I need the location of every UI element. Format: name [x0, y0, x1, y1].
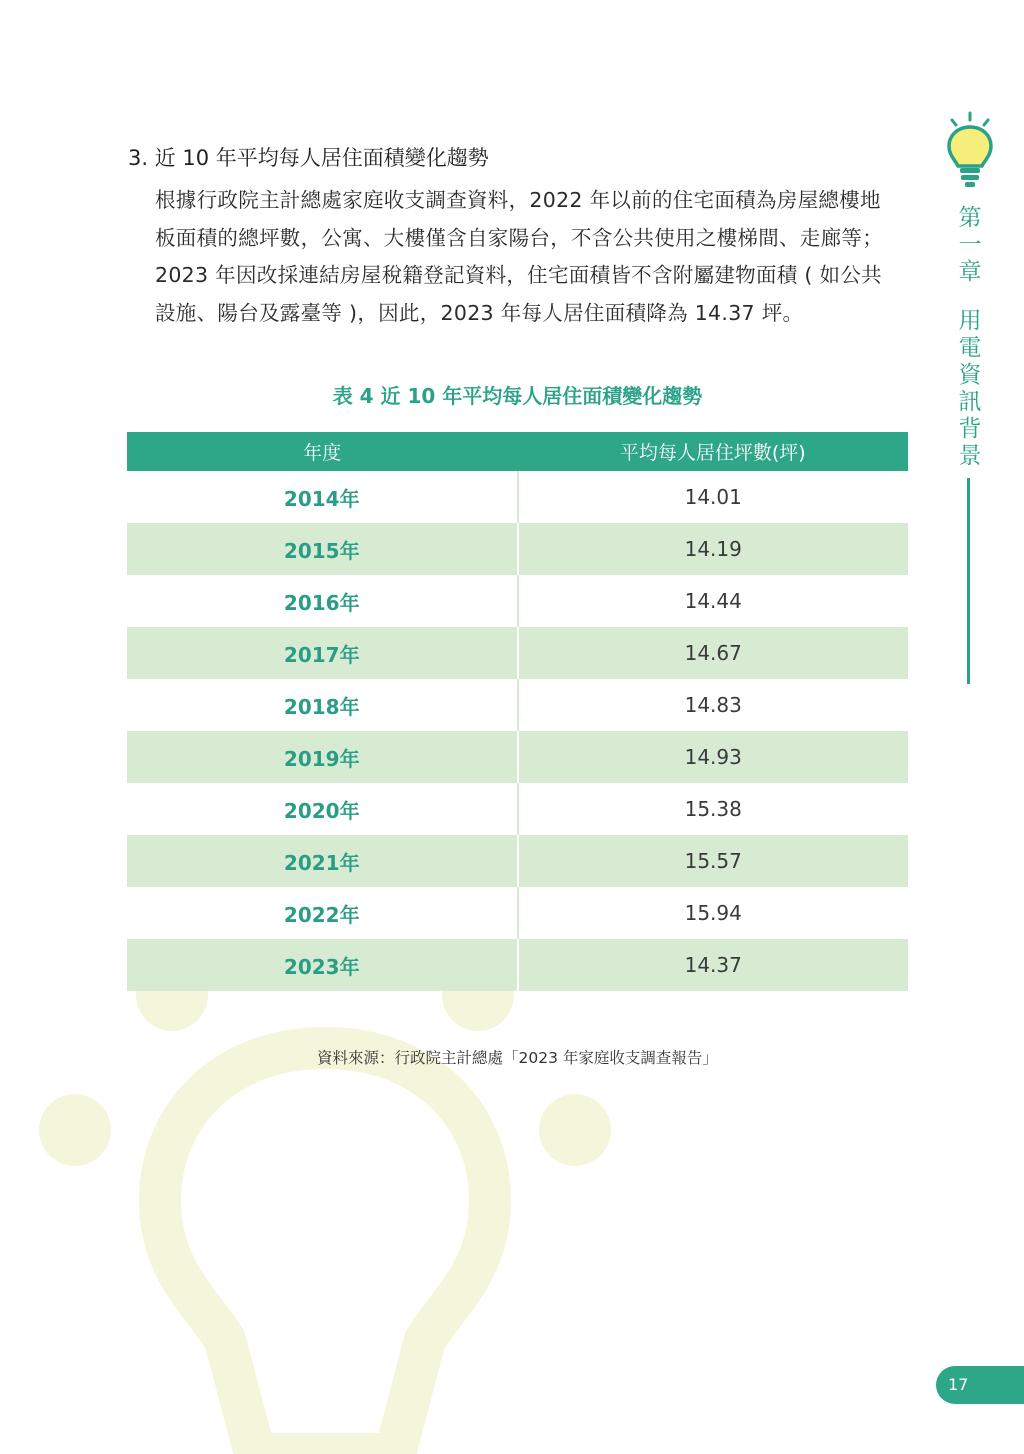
value-cell: 14.67	[518, 627, 909, 679]
year-cell: 2019年	[127, 731, 518, 783]
paragraph-line: 設施、陽台及露臺等 )，因此，2023 年每人居住面積降為 14.37 坪。	[155, 300, 804, 325]
lightbulb-icon	[944, 110, 996, 192]
chapter-char: 用	[958, 308, 982, 334]
chapter-char: 章	[958, 259, 982, 285]
value-cell: 14.83	[518, 679, 909, 731]
value-cell: 14.37	[518, 939, 909, 991]
year-cell: 2023年	[127, 939, 518, 991]
chapter-char: 資	[958, 362, 982, 388]
chapter-char: 訊	[958, 389, 982, 415]
body-paragraph	[155, 182, 915, 332]
chapter-divider-line	[967, 478, 970, 684]
year-cell: 2014年	[127, 471, 518, 523]
table-row	[127, 835, 908, 887]
living-area-table	[127, 432, 908, 991]
table-row	[127, 887, 908, 939]
year-cell: 2018年	[127, 679, 518, 731]
year-cell: 2015年	[127, 523, 518, 575]
page-number: 17	[948, 1375, 969, 1394]
paragraph-line: 板面積的總坪數，公寓、大樓僅含自家陽台，不含公共使用之樓梯間、走廊等；	[155, 225, 883, 250]
chapter-char: 第	[958, 205, 982, 231]
value-cell: 15.38	[518, 783, 909, 835]
year-cell: 2016年	[127, 575, 518, 627]
value-cell: 15.57	[518, 835, 909, 887]
table-title: 表 4 近 10 年平均每人居住面積變化趨勢	[332, 384, 703, 408]
table-row	[127, 627, 908, 679]
value-cell: 14.93	[518, 731, 909, 783]
table-row	[127, 575, 908, 627]
table-row	[127, 939, 908, 991]
table-row	[127, 783, 908, 835]
section-heading: 3. 近 10 年平均每人居住面積變化趨勢	[128, 146, 489, 170]
chapter-char: 景	[958, 443, 982, 469]
table-header-row	[127, 432, 908, 471]
source-note: 資料來源：行政院主計總處「2023 年家庭收支調查報告」	[317, 1049, 718, 1067]
table-row	[127, 731, 908, 783]
table-row	[127, 471, 908, 523]
year-cell: 2022年	[127, 887, 518, 939]
header-year: 年度	[127, 432, 518, 471]
year-cell: 2017年	[127, 627, 518, 679]
chapter-char: 一	[958, 232, 982, 258]
paragraph-line: 根據行政院主計總處家庭收支調查資料，2022 年以前的住宅面積為房屋總樓地	[155, 188, 881, 212]
value-cell: 15.94	[518, 887, 909, 939]
header-area: 平均每人居住坪數(坪)	[518, 432, 909, 471]
chapter-char: 背	[958, 416, 982, 442]
chapter-gap	[955, 286, 985, 308]
paragraph-line: 2023 年因改採連結房屋稅籍登記資料，住宅面積皆不含附屬建物面積 ( 如公共	[155, 263, 882, 287]
value-cell: 14.01	[518, 471, 909, 523]
table-row	[127, 679, 908, 731]
chapter-char: 電	[958, 335, 982, 361]
value-cell: 14.19	[518, 523, 909, 575]
value-cell: 14.44	[518, 575, 909, 627]
year-cell: 2020年	[127, 783, 518, 835]
table-row	[127, 523, 908, 575]
chapter-title-vertical	[955, 205, 985, 470]
year-cell: 2021年	[127, 835, 518, 887]
